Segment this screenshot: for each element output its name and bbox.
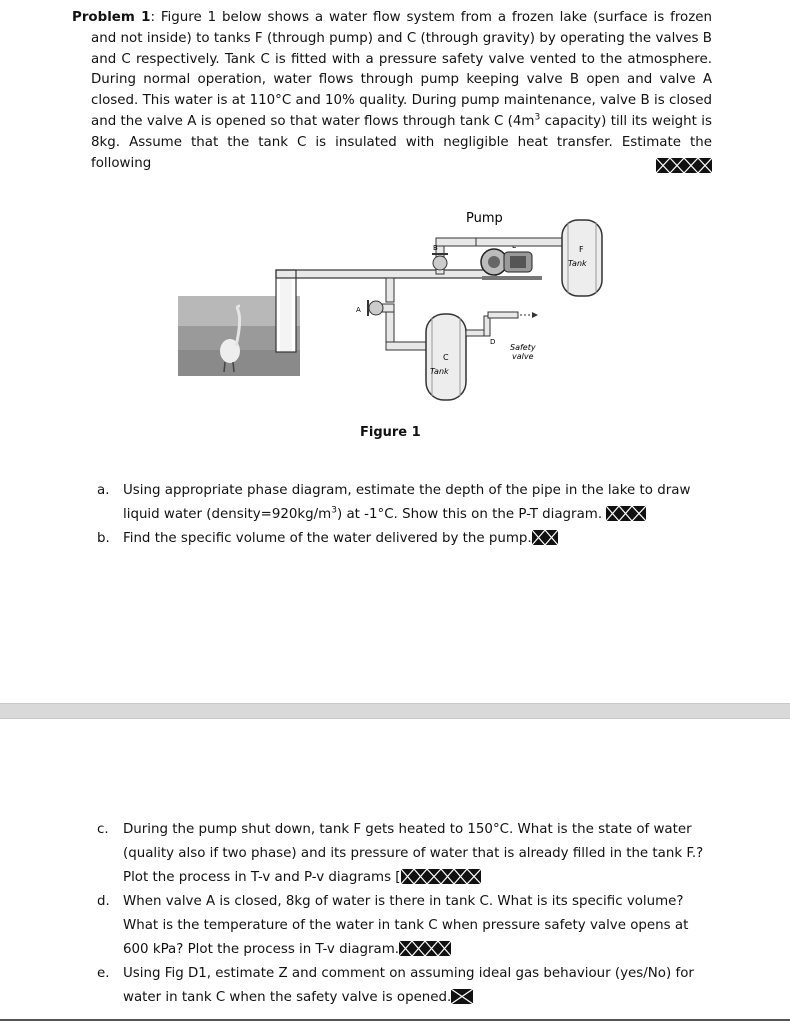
questions-page-1: [97, 479, 717, 551]
tank-c-label: Tank: [430, 367, 449, 376]
questions-page-2: [97, 818, 717, 1010]
redaction-mark: [399, 941, 451, 956]
problem-label: Problem 1: [72, 10, 151, 25]
tank-f-letter: F: [579, 245, 584, 254]
question-text: During the pump shut down, tank F gets heated to 150°C. What is the state of water (quality also if two phase) and its pressure of water that is already filled in the tank F.? Plot the process in T-v and P-v diagrams [: [123, 822, 704, 885]
question-text: Using Fig D1, estimate Z and comment on assuming ideal gas behaviour (yes/No) for water in tank C when the safety valve is opened.: [123, 966, 694, 1005]
redaction-mark: [656, 158, 712, 173]
figure-1: [170, 200, 630, 420]
page-divider: [0, 703, 790, 719]
figure-caption: Figure 1: [360, 425, 421, 440]
valve-b-label: B: [433, 244, 438, 252]
redaction-mark: [606, 506, 646, 521]
redaction-mark: [401, 869, 481, 884]
tank-c-letter: C: [443, 353, 449, 362]
question-text: When valve A is closed, 8kg of water is there in tank C. What is its specific volume? What is the temperature of the water in tank C when pressure safety valve opens at 600 kPa? Plot the process in T-v diagram.: [123, 894, 689, 957]
question-text-2: ) at -1°C. Show this on the P-T diagram.: [336, 507, 603, 522]
problem-text-2: capacity) till its weight is 8kg. Assume that the tank C is insulated with negligible heat transfer. Estimate the following: [91, 113, 712, 171]
question-b: [97, 527, 717, 551]
question-c: [97, 818, 717, 890]
question-label: a.: [97, 483, 110, 498]
question-text: Using appropriate phase diagram, estimate the depth of the pipe in the lake to draw liquid water (density=920kg/m: [123, 483, 691, 522]
tank-f-label: Tank: [568, 259, 587, 268]
question-label: c.: [97, 822, 109, 837]
question-label: e.: [97, 966, 110, 981]
frozen-lake-photo: [178, 270, 300, 376]
pump-label: Pump: [466, 211, 503, 226]
safety-label-2: valve: [512, 352, 534, 361]
problem-text: : Figure 1 below shows a water flow system from a frozen lake (surface is frozen and not inside) to tanks F (through pump) and C (through gravity) by operating the valves B and C respectively. Tank C is fitted with a pressure safety valve vented to the atmosphere. During normal operation, water flows through pump keeping valve B open and valve A closed. This water is at 110°C and 10% quality. During pump maintenance, valve B is closed and the valve A is opened so that water flows through tank C (4m: [91, 10, 712, 129]
question-e: [97, 962, 717, 1010]
problem-statement: [72, 8, 712, 174]
question-label: d.: [97, 894, 110, 909]
problem-sup: 3: [534, 112, 541, 123]
safety-label-1: Safety: [510, 343, 536, 352]
redaction-mark: [532, 530, 558, 545]
flow-system-diagram: [170, 200, 630, 420]
question-text: Find the specific volume of the water delivered by the pump.: [123, 531, 532, 546]
tank-f: [562, 220, 602, 296]
valve-d-label: D: [490, 338, 496, 346]
question-label: b.: [97, 531, 110, 546]
question-sup: 3: [331, 505, 337, 516]
page-bottom-rule: [0, 1019, 790, 1021]
valve-a-label: A: [356, 306, 361, 314]
redaction-mark: [451, 989, 473, 1004]
question-d: [97, 890, 717, 962]
question-a: [97, 479, 717, 527]
